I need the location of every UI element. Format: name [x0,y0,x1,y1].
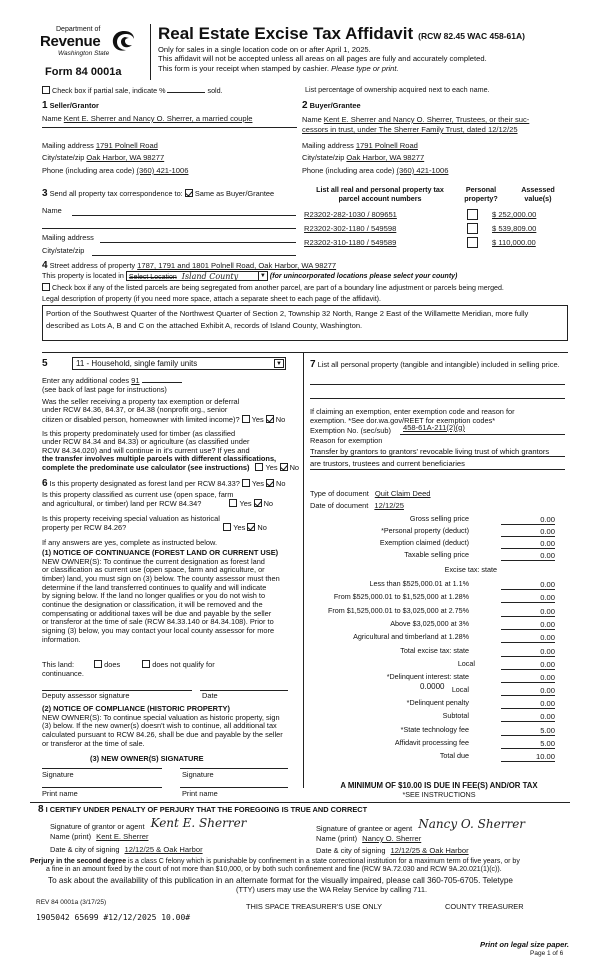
tax-row-value[interactable]: 0.00 [501,527,555,537]
form-citation: (RCW 82.45 WAC 458-61A) [418,31,525,41]
grantee-signature-row: Signature of grantee or agent Nancy O. Sherrer [316,817,526,833]
tax-row-label: Exemption claimed (deduct) [379,538,469,547]
land-use-code-select[interactable]: 11 - Household, single family units ▼ [72,357,286,370]
tax-row [312,566,557,578]
sub-line-3: This form is your receipt when stamped by cashier. Please type or print. [158,63,399,73]
treasurer-use-label: THIS SPACE TREASURER'S USE ONLY [246,902,383,911]
perjury-notice: Perjury in the second degree is a class C felony which is punishable by confinement in a state correctional institution for a maximum term of five years, or by a fine in an amount fixed by the court of not more than $10,000, or by both such confinement and fine (RCW 9A.72.030 and RCW 9A.20.021(1)(c)). [30,858,520,874]
buyer-address-line: Mailing address 1791 Polnell Road [302,141,418,150]
additional-codes-row: Enter any additional codes 91 [42,376,182,386]
tax-row-value[interactable]: 0.00 [501,686,555,696]
dor-dept-line3: Washington State [58,50,110,57]
continuance-label: continuance. [42,669,84,678]
tax-row-label: From $1,525,000.01 to $3,025,000 at 2.75% [327,606,469,615]
grantor-date-city[interactable]: 12/12/25 & Oak Harbor [124,845,203,854]
see-back-note: (see back of last page for instructions) [42,385,167,394]
property-street-address[interactable]: 1787, 1791 and 1801 Polnell Road, Oak Harbor, WA 98277 [137,261,337,270]
buyer-name-2[interactable]: cessors in trust, under The Sherrer Family Trust, dated 12/12/25 [302,124,518,134]
grantee-signature[interactable]: Nancy O. Sherrer [418,817,526,831]
parcel-acct[interactable]: R23202-302-1180 / 549598 [304,224,397,233]
buyer-phone-line: Phone (including area code) (360) 421-1006 [302,166,449,175]
parcel-value[interactable]: $ 252,000.00 [492,210,537,219]
q4-yes-checkbox[interactable] [229,499,237,507]
grantor-name[interactable]: Kent E. Sherrer [96,832,149,841]
grantee-date-row: Date & city of signing 12/12/25 & Oak Harbor [316,846,469,855]
county-handwritten: Island County [181,272,239,281]
form-title-block [158,24,578,44]
grantor-signature[interactable]: Kent E. Sherrer [150,816,247,830]
sub-line-2: This affidavit will not be accepted unless all areas on all pages are fully and accurately completed. [158,54,487,64]
tax-row-label: *State technology fee [400,725,469,734]
tax-row-label: Subtotal [442,711,469,720]
exemption-block: If claiming an exemption, enter exemption code and reason for exemption. *See dor.wa.gov/REET for exemption codes* [310,407,515,425]
street-address-row: 4 Street address of property 1787, 1791 and 1801 Polnell Road, Oak Harbor, WA 98277 [42,260,337,271]
grantee-date-city[interactable]: 12/12/25 & Oak Harbor [390,846,469,855]
legal-description-box[interactable]: Portion of the Southwest Quarter of the Northwest Quarter of Section 2, Township 32 North, Range 2 East of the Willamette Meridian, more fully described as Lots A, B and C on the attached Exhibit A, records of Island County, Washington. [42,305,568,341]
buyer-phone[interactable]: (360) 421-1006 [396,166,449,175]
tax-row [312,699,557,711]
tax-row-label: Above $3,025,000 at 3% [390,619,469,628]
seller-section: 1 Seller/Grantor [42,100,99,111]
alternate-format-notice: To ask about the availability of this publication in an alternate format for the visually impaired, please call 360-705-6705. Teletype (TTY) users may use the WA Relay Service by calling 711. [48,876,513,894]
tax-row [312,660,557,672]
tax-row-value[interactable]: 0.00 [501,699,555,709]
seller-phone[interactable]: (360) 421-1006 [136,166,189,175]
chevron-down-icon: ▼ [274,359,284,368]
correspondence-row: 3 Send all property tax correspondence to: Same as Buyer/Grantee [42,188,275,199]
parcel-acct[interactable]: R23202-282-1030 / 809651 [304,210,397,219]
tax-row [312,752,557,764]
tax-row-label: *Delinquent penalty [406,698,469,707]
q4-no-checkbox[interactable] [254,499,262,507]
q2-yes-checkbox[interactable] [255,463,263,471]
seller-phone-line: Phone (including area code) (360) 421-1006 [42,166,189,175]
legal-paper-note: Print on legal size paper. [480,940,570,949]
buyer-city[interactable]: Oak Harbor, WA 98277 [346,153,425,162]
tax-row-value[interactable]: 0.00 [501,633,555,643]
new-owner-sig-title: (3) NEW OWNER(S) SIGNATURE [90,754,204,763]
certify-row: 8 I CERTIFY UNDER PENALTY OF PERJURY THAT THE FOREGOING IS TRUE AND CORRECT [38,804,368,815]
tax-row [312,647,557,659]
exemption-no-row: Exemption No. (sec/sub) 458-61A-211(2)(g) [310,423,465,435]
ownership-note: List percentage of ownership acquired next to each name. [305,85,490,94]
tax-row-label: Affidavit processing fee [394,738,469,747]
seller-city-line: City/state/zip Oak Harbor, WA 98277 [42,153,165,162]
tax-row-value[interactable]: 0.00 [501,607,555,617]
document-type[interactable]: Quit Claim Deed [374,489,431,498]
parcel-value[interactable]: $ 539,809.00 [492,224,537,233]
tax-row-label: Total due [439,751,469,760]
document-date[interactable]: 12/12/25 [374,501,404,510]
owner-signature-label: Signature [42,770,74,779]
dor-swirl-icon [110,28,138,54]
does-not-checkbox[interactable] [142,660,150,668]
local-rate[interactable]: 0.0000 [420,682,445,691]
grantee-name[interactable]: Nancy O. Sherrer [362,834,422,843]
dor-logo [40,26,140,66]
location-row: This property is located in Select Location Island County ▼ (for unincorporated locations please select your county) [42,271,458,281]
grantor-date-row: Date & city of signing 12/12/25 & Oak Harbor [50,845,203,854]
tax-row [312,712,557,724]
deputy-date-label: Date [202,691,218,700]
tax-row [312,593,557,605]
tax-row [312,551,557,563]
chevron-down-icon: ▼ [258,271,267,281]
exemption-number[interactable]: 458-61A-211(2)(g) [402,423,465,432]
tax-row-label: Taxable selling price [404,550,469,559]
deputy-sig-label: Deputy assessor signature [42,691,130,700]
minimum-due-note: A MINIMUM OF $10.00 IS DUE IN FEE(S) AND/OR TAX [340,781,538,790]
seller-name-line: Name Kent E. Sherrer and Nancy O. Sherrer, a married couple [42,114,253,123]
tax-row [312,726,557,738]
q1-no-checkbox[interactable] [266,415,274,423]
doc-type-row: Type of document Quit Claim Deed [310,489,431,498]
dor-dept-line2: Revenue [40,33,101,50]
parcel-acct[interactable]: R23202-310-1180 / 549589 [304,238,397,247]
personal-property-checkbox[interactable] [467,209,478,220]
buyer-name-1[interactable]: Kent E. Sherrer and Nancy O. Sherrer, Trustees, or their suc- [323,115,530,124]
notice-compliance: (2) NOTICE OF COMPLIANCE (HISTORIC PROPERTY) NEW OWNER(S): To continue special valuation as historic property, sign (3) below. If the new owner(s) doesn't wish to continue, all additional tax calculated pursuant to RCW 84.26, shall be due and payable by the seller or transferor at the time of sale. [42,704,283,748]
reason-label: Reason for exemption [310,436,383,445]
does-checkbox[interactable] [94,660,102,668]
grantee-name-row: Name (print) Nancy O. Sherrer [316,834,422,843]
tax-row-value[interactable]: 0.00 [501,660,555,670]
sub-line-1: Only for sales in a single location code on or after April 1, 2025. [158,45,371,54]
buyer-name-line: Name Kent E. Sherrer and Nancy O. Sherrer, Trustees, or their suc- cessors in trust, under The Sherrer Family Trust, dated 12/12/25 [302,115,530,134]
buyer-address[interactable]: 1791 Polnell Road [355,141,418,150]
personal-property-checkbox[interactable] [467,237,478,248]
historic-question: Is this property receiving special valuation as historical property per RCW 84.26? Yes No [42,514,267,533]
form-number: Form 84 0001a [45,66,122,78]
current-use-question: Is this property classified as current use (open space, farm and agricultural, or timber) land per RCW 84.34? Yes No [42,490,274,509]
personal-property-list: 7 List all personal property (tangible and intangible) included in selling price. [310,359,560,370]
county-treasurer-label: COUNTY TREASURER [445,902,524,911]
tax-row-value[interactable]: 0.00 [501,580,555,590]
q5-no-checkbox[interactable] [247,523,255,531]
forest-question: 6 Is this property designated as forest land per RCW 84.33? Yes No [42,478,286,489]
corr-city-label: City/state/zip [42,246,85,255]
owner-print-label: Print name [182,789,218,798]
seller-city[interactable]: Oak Harbor, WA 98277 [86,153,165,162]
tax-row-label: From $525,000.01 to $1,525,000 at 1.28% [333,592,469,601]
tax-row [312,620,557,632]
parcel-value[interactable]: $ 110,000.00 [492,238,536,247]
personal-property-checkbox[interactable] [467,223,478,234]
tax-row-value[interactable]: 0.00 [501,515,555,525]
exemption-reason[interactable]: Transfer by grantors to grantors' revocable living trust of which grantors are trustors, trustees and current beneficiaries [310,447,550,469]
land-qualify-row: This land: does does not qualify for [42,660,215,669]
tax-row-label: Gross selling price [409,514,469,523]
section5-num: 5 [42,358,48,369]
tax-row-value[interactable]: 0.00 [501,539,555,549]
dor-dept-line1: Department of [56,26,101,33]
tax-row-label: *Personal property (deduct) [381,526,469,535]
same-as-buyer-checkbox[interactable] [185,189,193,197]
location-select[interactable]: Select Location Island County ▼ [126,271,268,281]
seller-address[interactable]: 1791 Polnell Road [95,141,158,150]
revision-label: REV 84 0001a (3/17/25) [36,899,107,906]
tax-row-value[interactable]: 0.00 [501,620,555,630]
tax-row [312,739,557,751]
tax-row-value[interactable]: 0.00 [501,551,555,561]
seller-name[interactable]: Kent E. Sherrer and Nancy O. Sherrer, a married couple [63,114,253,123]
tax-row-value[interactable]: 0.00 [501,712,555,722]
tax-row-label: Total excise tax: state [400,646,469,655]
tax-row-value[interactable]: 0.00 [501,647,555,657]
if-yes-note: If any answers are yes, complete as instructed below. [42,538,217,547]
tax-row-label: *Delinquent interest: state [386,672,469,681]
seller-address-line: Mailing address 1791 Polnell Road [42,141,158,150]
corr-address-label: Mailing address [42,233,94,242]
cashier-receipt-stamp: 1905042 65699 #12/12/2025 10.00# [36,913,191,922]
partial-sale-checkbox[interactable] [42,86,50,94]
tax-row-label: Less than $525,000.01 at 1.1% [369,579,469,588]
page-indicator: Page 1 of 6 [530,950,564,957]
legal-desc-label: Legal description of property (if you need more space, attach a separate sheet to each page of the affidavit). [42,295,382,303]
q5-yes-checkbox[interactable] [223,523,231,531]
segregated-checkbox[interactable] [42,283,50,291]
q1-yes-checkbox[interactable] [242,415,250,423]
buyer-section: 2 Buyer/Grantee [302,100,361,111]
timber-question: Is this property predominately used for timber (as classified under RCW 84.34 and 84.33) or agriculture (as classified under RCW 84.34.020) and will continue in it's current use? If yes and the transfer involves multiple parcels with different classifications, complete the predominate use calculator (see instructions) Yes No [42,429,300,473]
tax-row-value[interactable]: 5.00 [501,739,555,749]
q2-no-checkbox[interactable] [280,463,288,471]
tax-row-label: Local [451,685,469,694]
exemption-question: Was the seller receiving a property tax exemption or deferral under RCW 84.36, 84.37, or 84.38 (nonprofit org., senior citizen or disabled person, homeowner with limited income)? Yes No [42,397,286,424]
form-title: Real Estate Excise Tax Affidavit [158,24,414,43]
corr-name-label: Name [42,206,62,215]
tax-row [312,633,557,645]
tax-row-label: Local [457,659,475,668]
q3-yes-checkbox[interactable] [242,479,250,487]
tax-row [312,607,557,619]
segregated-row: Check box if any of the listed parcels are being segregated from another parcel, are part of a boundary line adjustment or parcels being merged. [42,283,572,293]
tax-row-value[interactable]: 0.00 [501,593,555,603]
grantor-name-row: Name (print) Kent E. Sherrer [50,832,149,841]
personal-header: Personal property? [464,185,498,203]
buyer-city-line: City/state/zip Oak Harbor, WA 98277 [302,153,425,162]
see-instructions-note: *SEE INSTRUCTIONS [402,790,476,799]
parcel-header: List all real and personal property tax parcel account numbers [316,185,444,203]
doc-date-row: Date of document 12/12/25 [310,501,404,510]
owner-print-label: Print name [42,789,78,798]
notice-continuance: (1) NOTICE OF CONTINUANCE (FOREST LAND OR CURRENT USE) NEW OWNER(S): To continue the current designation as forest land or classification as current use (open space, farm and agriculture, or timber) land, you must sign on (3) below. The county assessor must then determine if the land transferred continues to qualify and will indicate by signing below. If the land no longer qualifies or you do not wish to continue the designation or classification, it will be removed and the compensating or additional taxes will be due and payable by the seller or transferor at the time of sale (RCW 84.33.140 or 84.34.108). Prior to signing (3) below, you may contact your local county assessor for more information. [42,548,280,644]
tax-row [312,580,557,592]
partial-sale-row: Check box if partial sale, indicate % sold. [42,86,312,96]
form-subheader [158,45,487,73]
owner-signature-label: Signature [182,770,214,779]
tax-row-value[interactable]: 10.00 [501,752,555,762]
tax-row-value[interactable]: 0.00 [501,673,555,683]
assessed-header: Assessed value(s) [521,185,555,203]
grantor-signature-row: Signature of grantor or agent Kent E. Sherrer [50,816,247,831]
q3-no-checkbox[interactable] [266,479,274,487]
tax-row-value[interactable]: 5.00 [501,726,555,736]
tax-row-label: Agricultural and timberland at 1.28% [353,632,469,641]
tax-row-label: Excise tax: state [444,565,497,574]
additional-codes[interactable]: 91 [131,376,140,385]
